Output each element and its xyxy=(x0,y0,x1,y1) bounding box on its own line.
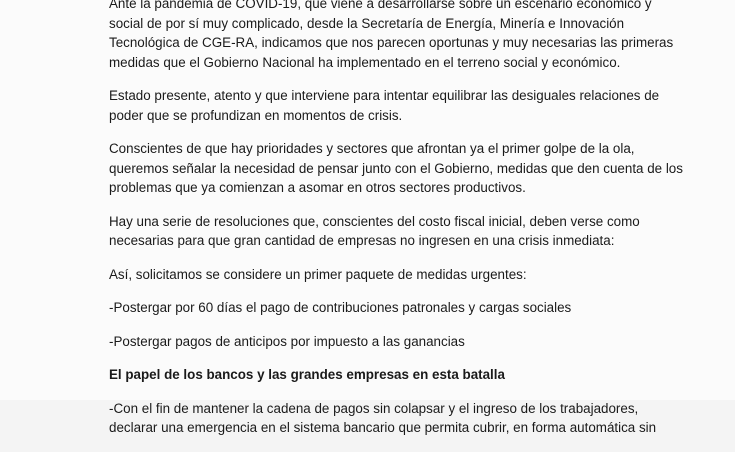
text-line: queremos señalar la necesidad de pensar junto con el Gobierno, medidas que den cuenta de los xyxy=(109,160,683,176)
paragraph-estado-presente xyxy=(109,86,726,125)
text-line: -Postergar pagos de anticipos por impuesto a las ganancias xyxy=(109,333,465,349)
text-line: Tecnológica de CGE-RA, indicamos que nos parecen oportunas y muy necesarias las primeras xyxy=(109,35,674,50)
paragraph-cadena-de-pagos xyxy=(109,399,726,438)
paragraph-conscientes xyxy=(109,139,726,198)
text-line: Hay una serie de resoluciones que, conscientes del costo fiscal inicial, deben verse como xyxy=(109,213,640,229)
text-line: social de por sí muy complicado, desde la Secretaría de Energía, Minería e Innovación xyxy=(109,15,625,31)
paragraph-intro xyxy=(109,0,726,72)
text-line: poder que se profundizan en momentos de crisis. xyxy=(109,107,403,123)
section-heading xyxy=(109,365,726,385)
document-body xyxy=(109,0,726,452)
text-line: medidas que el Gobierno Nacional ha implementado en el terreno social y económico. xyxy=(109,54,621,70)
text-line: -Postergar por 60 días el pago de contribuciones patronales y cargas sociales xyxy=(109,300,572,315)
text-line: -Con el fin de mantener la cadena de pagos sin colapsar y el ingreso de los trabajadores, xyxy=(109,400,639,416)
list-item-anticipos xyxy=(109,332,726,352)
heading-line: El papel de los bancos y las grandes empresas en esta batalla xyxy=(109,367,505,382)
text-line: Ante la pandemia de COVID-19, que viene a desarrollarse sobre un escenario económico y xyxy=(109,0,652,11)
paragraph-resoluciones xyxy=(109,212,726,251)
list-item-contribuciones xyxy=(109,298,726,318)
text-line: Así, solicitamos se considere un primer paquete de medidas urgentes: xyxy=(109,266,527,282)
text-line: necesarias para que gran cantidad de empresas no ingresen en una crisis inmediata: xyxy=(109,233,615,248)
text-line: declarar una emergencia en el sistema bancario que permita cubrir, en forma automática sin xyxy=(109,420,657,435)
text-line: Estado presente, atento y que interviene para intentar equilibrar las desiguales relaciones de xyxy=(109,88,660,103)
text-line: problemas que ya comienzan a asomar en otros sectores productivos. xyxy=(109,180,526,195)
text-line: Conscientes de que hay prioridades y sectores que afrontan ya el primer golpe de la ola, xyxy=(109,141,635,156)
paragraph-solicitamos xyxy=(109,265,726,285)
